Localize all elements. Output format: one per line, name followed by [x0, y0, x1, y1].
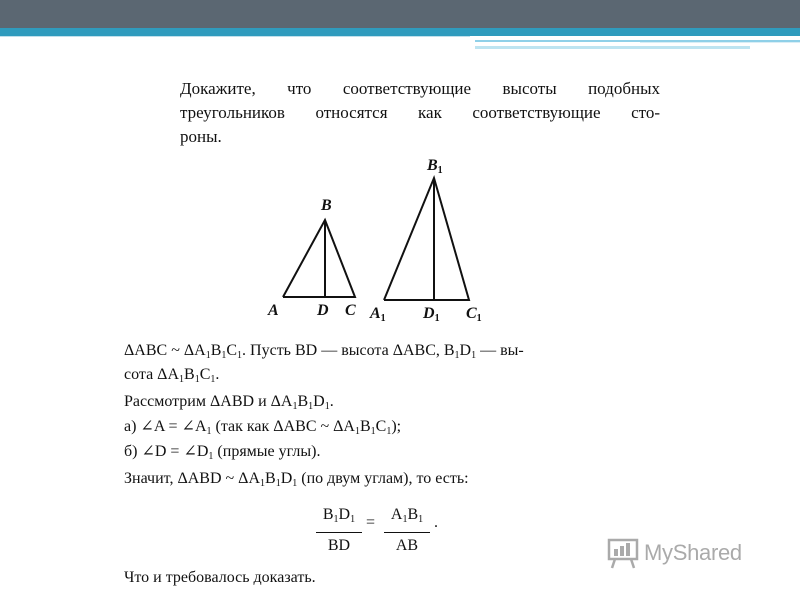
problem-line: Докажите, что соответствующие высоты подобных: [180, 79, 660, 98]
subscript: 1: [179, 374, 185, 385]
vertex-letter: B: [427, 157, 438, 174]
watermark: [606, 536, 742, 570]
subscript: 1: [206, 426, 212, 437]
small-triangle: [283, 220, 355, 297]
vertex-label-b: B: [321, 197, 332, 214]
proof-text: B: [265, 470, 276, 487]
proof-text: . Пусть BD — высота ΔABC, B: [242, 342, 455, 359]
subscript: 1: [370, 426, 376, 437]
proof-text: Рассмотрим ΔABD и ΔA: [124, 393, 293, 410]
proof-text: а) ∠A = ∠A: [124, 418, 207, 435]
vertex-label-a1: [370, 306, 386, 327]
subscript: 1: [333, 514, 339, 525]
proof-text: D: [338, 506, 351, 523]
proof-text: D: [280, 470, 293, 487]
subscript: 1: [454, 350, 460, 361]
vertex-label-c1: [466, 306, 482, 327]
presentation-board-icon: [606, 536, 640, 570]
proof-text: C: [199, 366, 211, 383]
proof-text: B: [359, 418, 371, 435]
problem-line: треугольников относятся как соответствующие сто-: [180, 103, 660, 122]
proof-text: (так как ΔABC ~ ΔA: [211, 418, 355, 435]
fraction-numerator: [384, 505, 430, 533]
subscript: 1: [402, 514, 408, 525]
subscript: 1: [194, 374, 200, 385]
header-accent-line: [640, 42, 800, 43]
period: .: [434, 514, 438, 531]
vertex-letter: A: [370, 305, 381, 322]
fraction-denominator: AB: [395, 537, 419, 554]
conclusion-line: Что и требовалось доказать.: [124, 569, 316, 586]
header-band: [0, 0, 800, 28]
proof-text: B: [297, 393, 309, 410]
proof-text: A: [390, 506, 403, 523]
subscript: 1: [324, 401, 330, 412]
subscript: 1: [205, 350, 211, 361]
fraction-numerator: [316, 505, 362, 533]
vertex-label-c: C: [345, 302, 356, 319]
proof-line: [124, 364, 664, 391]
header-stripe: [0, 28, 800, 36]
vertex-letter: D: [423, 305, 435, 322]
subscript: 1: [237, 350, 243, 361]
fraction-right: [384, 505, 430, 556]
header-accent-line: [0, 36, 470, 37]
proof-line: [124, 391, 664, 418]
watermark-text: MyShared: [644, 540, 742, 565]
proof-text: );: [391, 418, 402, 435]
proof-text: D: [459, 342, 472, 359]
vertex-letter: C: [466, 305, 477, 322]
proof-text: ΔABC ~ ΔA: [124, 342, 206, 359]
fraction-left: [316, 505, 362, 556]
subscript: 1: [308, 401, 314, 412]
proof-text: C: [226, 342, 238, 359]
proof-text: .: [329, 393, 334, 410]
proof-line: [124, 416, 664, 443]
large-triangle-sides: [384, 178, 469, 300]
equals-sign: =: [366, 514, 376, 531]
vertex-label-d1: [423, 306, 440, 327]
subscript: 1: [260, 478, 266, 489]
vertex-subscript: 1: [380, 313, 386, 324]
vertex-label-d: D: [317, 302, 329, 319]
vertex-subscript: 1: [437, 165, 443, 176]
proof-text: Значит, ΔABD ~ ΔA: [124, 470, 261, 487]
proof-text: C: [375, 418, 387, 435]
proof-text: сота ΔA: [124, 366, 180, 383]
vertex-subscript: 1: [434, 313, 440, 324]
subscript: 1: [350, 514, 356, 525]
proof-text: B: [210, 342, 222, 359]
header-accent-line: [475, 46, 750, 49]
subscript: 1: [292, 478, 298, 489]
proof-text: .: [215, 366, 220, 383]
problem-statement: [180, 77, 660, 149]
subscript: 1: [221, 350, 227, 361]
subscript: 1: [275, 478, 281, 489]
proof-text: D: [313, 393, 325, 410]
proof-line: [124, 441, 664, 468]
proof-text: B: [322, 506, 334, 523]
problem-line: роны.: [180, 127, 222, 146]
vertex-label-b1: [427, 158, 443, 179]
proof-text: (прямые углы).: [213, 443, 321, 460]
small-triangle-sides: [283, 220, 355, 297]
proof-line: [124, 468, 664, 495]
subscript: 1: [210, 374, 216, 385]
subscript: 1: [386, 426, 392, 437]
proof-line: [124, 340, 664, 367]
vertex-label-a: A: [268, 302, 279, 319]
subscript: 1: [292, 401, 298, 412]
fraction-denominator: BD: [327, 537, 351, 554]
proof-text: B: [184, 366, 195, 383]
vertex-subscript: 1: [476, 313, 482, 324]
subscript: 1: [418, 514, 424, 525]
large-triangle: [384, 178, 469, 300]
subscript: 1: [471, 350, 477, 361]
proof-text: (по двум углам), то есть:: [297, 470, 469, 487]
proof-text: B: [407, 506, 419, 523]
subscript: 1: [208, 451, 214, 462]
proof-text: б) ∠D = ∠D: [124, 443, 209, 460]
subscript: 1: [354, 426, 360, 437]
proof-text: — вы-: [476, 342, 524, 359]
